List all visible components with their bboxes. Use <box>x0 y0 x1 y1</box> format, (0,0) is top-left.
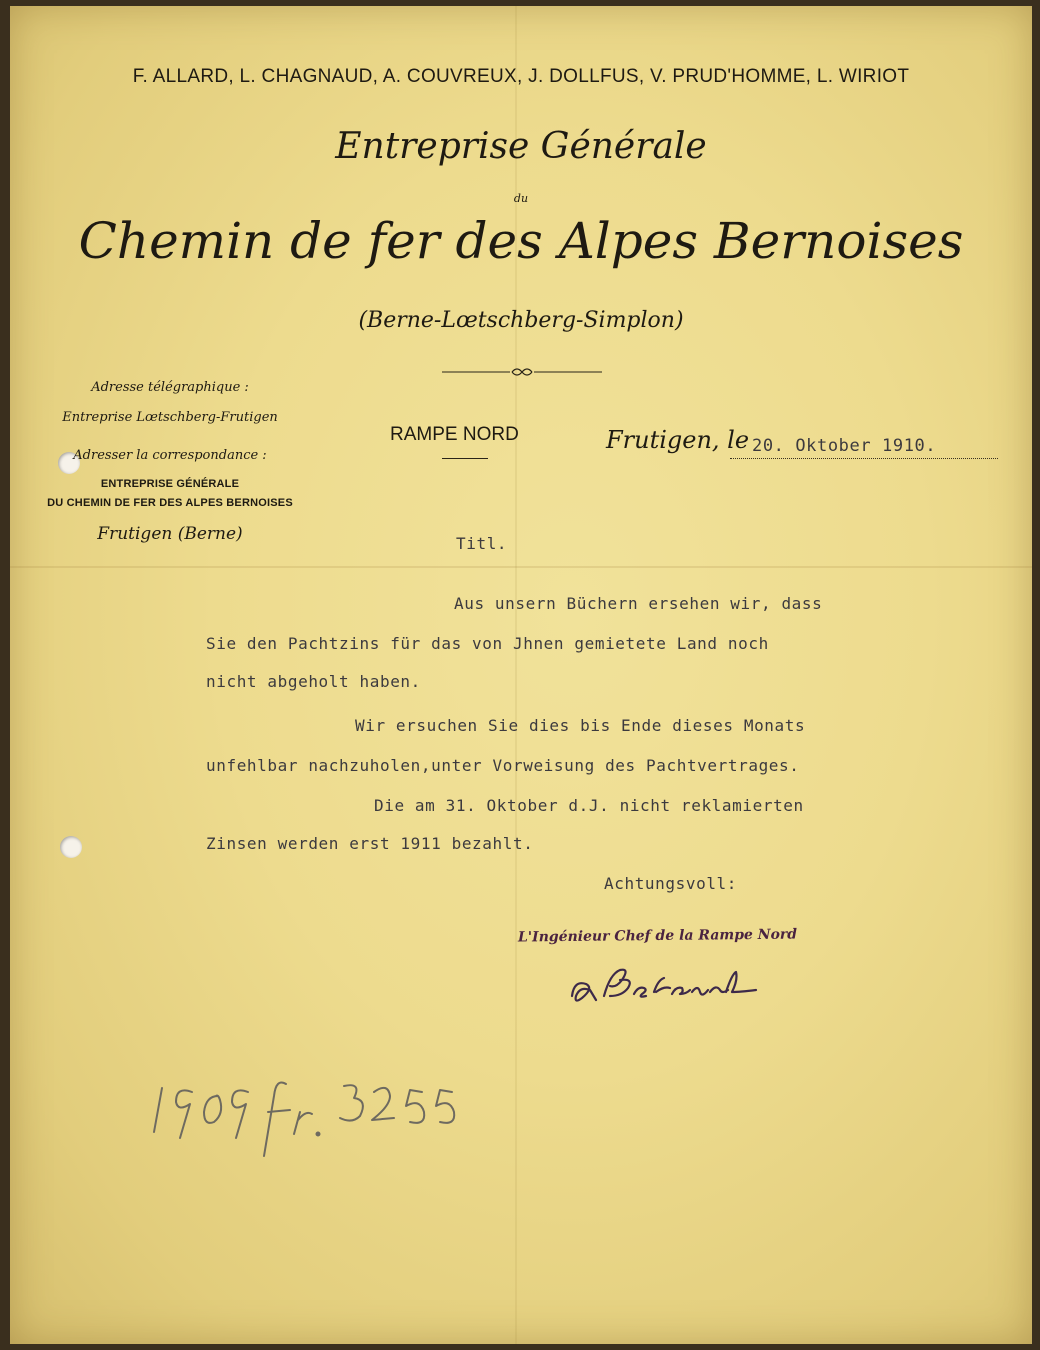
letter-line: nicht abgeholt haben. <box>206 672 421 691</box>
letter-sheet <box>10 6 1032 1344</box>
section-heading: RAMPE NORD <box>390 424 519 445</box>
rubber-stamp: L'Ingénieur Chef de la Rampe Nord <box>517 926 798 946</box>
sub-title: (Berne-Lœtschberg-Simplon) <box>358 308 684 333</box>
dateline-place: Frutigen, le <box>606 426 750 454</box>
telegraph-address: Entreprise Lœtschberg-Frutigen <box>62 410 278 425</box>
salutation: Titl. <box>456 534 508 553</box>
telegraph-label: Adresse télégraphique : <box>91 380 249 395</box>
company-line-2: DU CHEMIN DE FER DES ALPES BERNOISES <box>47 497 293 509</box>
company-line-1: ENTREPRISE GÉNÉRALE <box>100 478 240 490</box>
enterprise-title: Entreprise Générale <box>335 126 707 167</box>
main-title: Chemin de fer des Alpes Bernoises <box>78 212 964 270</box>
correspondence-label: Adresser la correspondance : <box>73 448 267 463</box>
letter-line: Die am 31. Oktober d.J. nicht reklamierten <box>374 796 804 815</box>
letter-line: Sie den Pachtzins für das von Jhnen gemietete Land noch <box>206 634 769 653</box>
letter-line: unfehlbar nachzuholen,unter Vorweisung des Pachtvertrages. <box>206 756 800 775</box>
partners-line: F. ALLARD, L. CHAGNAUD, A. COUVREUX, J. DOLLFUS, V. PRUD'HOMME, L. WIRIOT <box>132 66 910 87</box>
letter-line: Aus unsern Büchern ersehen wir, dass <box>454 594 823 613</box>
letter-line: Zinsen werden erst 1911 bezahlt. <box>206 834 534 853</box>
letter-line: Wir ersuchen Sie dies bis Ende dieses Monats <box>355 716 806 735</box>
closing: Achtungsvoll: <box>604 874 738 893</box>
punch-hole-bottom <box>60 836 82 858</box>
signature <box>560 962 810 1012</box>
du-connector: du <box>513 192 529 205</box>
ornament-divider <box>442 366 602 378</box>
dateline-rule <box>730 458 998 459</box>
paper-fold-vertical <box>515 6 517 1344</box>
company-city: Frutigen (Berne) <box>97 524 243 544</box>
pencil-note <box>152 1066 492 1166</box>
section-underline <box>442 458 488 459</box>
letter-date: 20. Oktober 1910. <box>752 436 937 456</box>
paper-fold <box>10 566 1032 568</box>
